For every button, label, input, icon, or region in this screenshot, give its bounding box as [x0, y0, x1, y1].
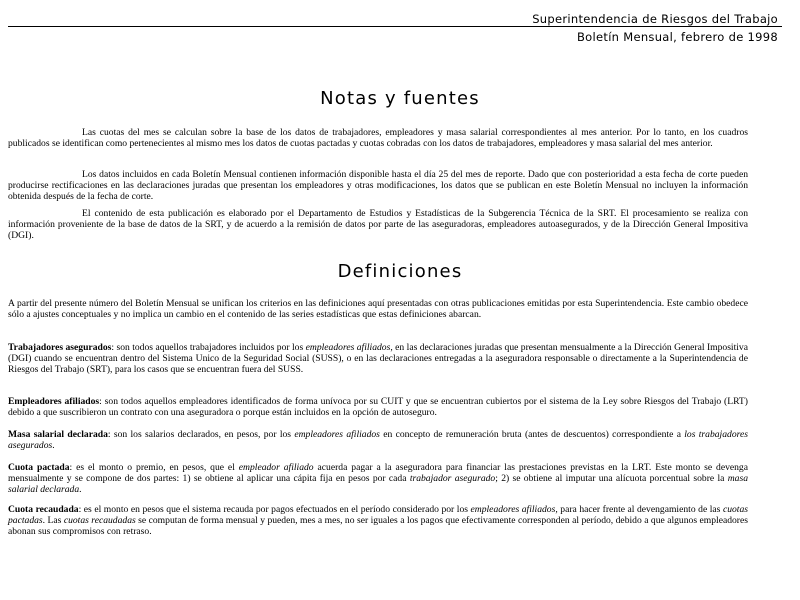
notas-p3-text: El contenido de esta publicación es elaborado por el Departamento de Estudios y Estadísticas de la Subgerencia Técnica de la SRT. El procesamiento se realiza con información proveniente de la base de datos de la SRT, y de acuerdo a la remisión de datos por parte de las aseguradoras, empleadores autoasegurados, y de la Dirección General Impositiva (DGI). [8, 208, 748, 241]
definition-trabajadores-asegurados [8, 342, 748, 375]
definition-text: . [79, 484, 82, 495]
definition-text: . [52, 440, 55, 451]
definition-text: para hacer frente al devengamiento de las [557, 504, 723, 515]
definiciones-intro-text: A partir del presente número del Boletín Mensual se unifican los criterios en las definiciones aquí presentadas con otras publicaciones emitidas por esta Superintendencia. Este cambio obedece sólo a ajustes conceptuales y no implica un cambio en el contenido de las series estadísticas que estas definiciones abarcan. [8, 298, 748, 320]
definition-text: : es el monto en pesos que el sistema recauda por pagos efectuados en el período considerado por los [78, 504, 471, 515]
section-title-definiciones: Definiciones [337, 261, 463, 282]
definition-masa-salarial [8, 429, 748, 451]
definition-emphasis: empleador afiliado [238, 462, 314, 473]
header-rule [8, 26, 782, 27]
definition-emphasis: trabajador asegurado [409, 473, 496, 484]
definition-term: Cuota pactada [8, 462, 70, 473]
definition-text: en concepto de remuneración bruta (antes de descuentos) correspondiente a [379, 429, 685, 440]
definition-text: : son los salarios declarados, en pesos, por los [107, 429, 295, 440]
definition-text: se computan de forma mensual y pueden, mes a mes, no ser iguales a los pagos que efectivamente corresponden al período, debido a que algunos empleadores abonan sus compromisos con retraso. [8, 515, 748, 537]
definiciones-intro [8, 298, 748, 320]
page-header [532, 11, 778, 46]
definition-text: , en las declaraciones juradas que presentan mensualmente a la Dirección General Impositiva (DGI) cuando se encuentran dentro del Sistema Unico de la Seguridad Social (SUSS), o en las declaraciones entregadas a la aseguradora responsable o directamente a la Superintendencia de Riesgos del Trabajo (SRT), para los casos que se encuentran fuera del SUSS. [8, 342, 748, 375]
definition-emphasis: empleadores afiliados [294, 429, 380, 440]
notas-p2-text: Los datos incluidos en cada Boletín Mensual contienen información disponible hasta el día 25 del mes de reporte. Dado que con posterioridad a esta fecha de corte pueden producirse rectificaciones en las declaraciones juradas que presentan los empleadores y otras modificaciones, los datos que se publican en este Boletín Mensual no incluyen la información obtenida después de la fecha de corte. [8, 169, 748, 202]
header-institution: Superintendencia de Riesgos del Trabajo [532, 12, 778, 26]
notas-paragraph-1 [8, 127, 748, 149]
definition-text: acuerda pagar a la aseguradora para financiar las prestaciones previstas en la LRT. Este monto se devenga mensualmente y se compone de dos partes: 1) se obtiene al aplicar una cápita fija en pesos por cada [8, 462, 748, 484]
notas-paragraph-2 [8, 169, 748, 202]
notas-paragraph-3 [8, 208, 748, 241]
definition-emphasis: cuotas pactadas [8, 504, 749, 526]
definition-cuota-recaudada [8, 504, 748, 537]
definition-emphasis: masa salarial declarada [8, 473, 748, 495]
definition-empleadores-afiliados [8, 396, 748, 418]
definition-text: : es el monto o premio, en pesos, que el [69, 462, 239, 473]
notas-p1-text: Las cuotas del mes se calculan sobre la base de los datos de trabajadores, empleadores y masa salarial correspondientes al mes anterior. Por lo tanto, en los cuadros publicados se identifican como pertenecientes al mismo mes los datos de cuotas pactadas y cuotas cobradas con los datos de trabajadores, empleadores y masa salarial del mes anterior. [8, 127, 748, 149]
definition-term: Cuota recaudada [8, 504, 79, 515]
definition-term: Trabajadores asegurados [8, 342, 112, 353]
definition-text: : son todos aquellos empleadores identificados de forma unívoca por su CUIT y que se encuentran cubiertos por el sistema de la Ley sobre Riesgos del Trabajo (LRT) debido a que suscribieron un contrato con una aseguradora o porque están incluidos en la opción de autoseguro. [8, 396, 748, 418]
definition-cuota-pactada [8, 462, 748, 495]
definition-text: : son todos aquellos trabajadores incluidos por los [111, 342, 306, 353]
definition-term: Masa salarial declarada [8, 429, 108, 440]
definition-text: . Las [42, 515, 64, 526]
section-title-notas: Notas y fuentes [320, 88, 480, 109]
definition-text: ; 2) se obtiene al imputar una alícuota porcentual sobre la [495, 473, 728, 484]
definition-emphasis: cuotas recaudadas [63, 515, 136, 526]
definition-emphasis: empleadores afiliados [305, 342, 391, 353]
definition-emphasis: empleadores afiliados, [470, 504, 558, 515]
definition-term: Empleadores afiliados [8, 396, 100, 407]
header-bulletin: Boletín Mensual, febrero de 1998 [576, 30, 778, 44]
definition-emphasis: los trabajadores asegurados [8, 429, 748, 451]
